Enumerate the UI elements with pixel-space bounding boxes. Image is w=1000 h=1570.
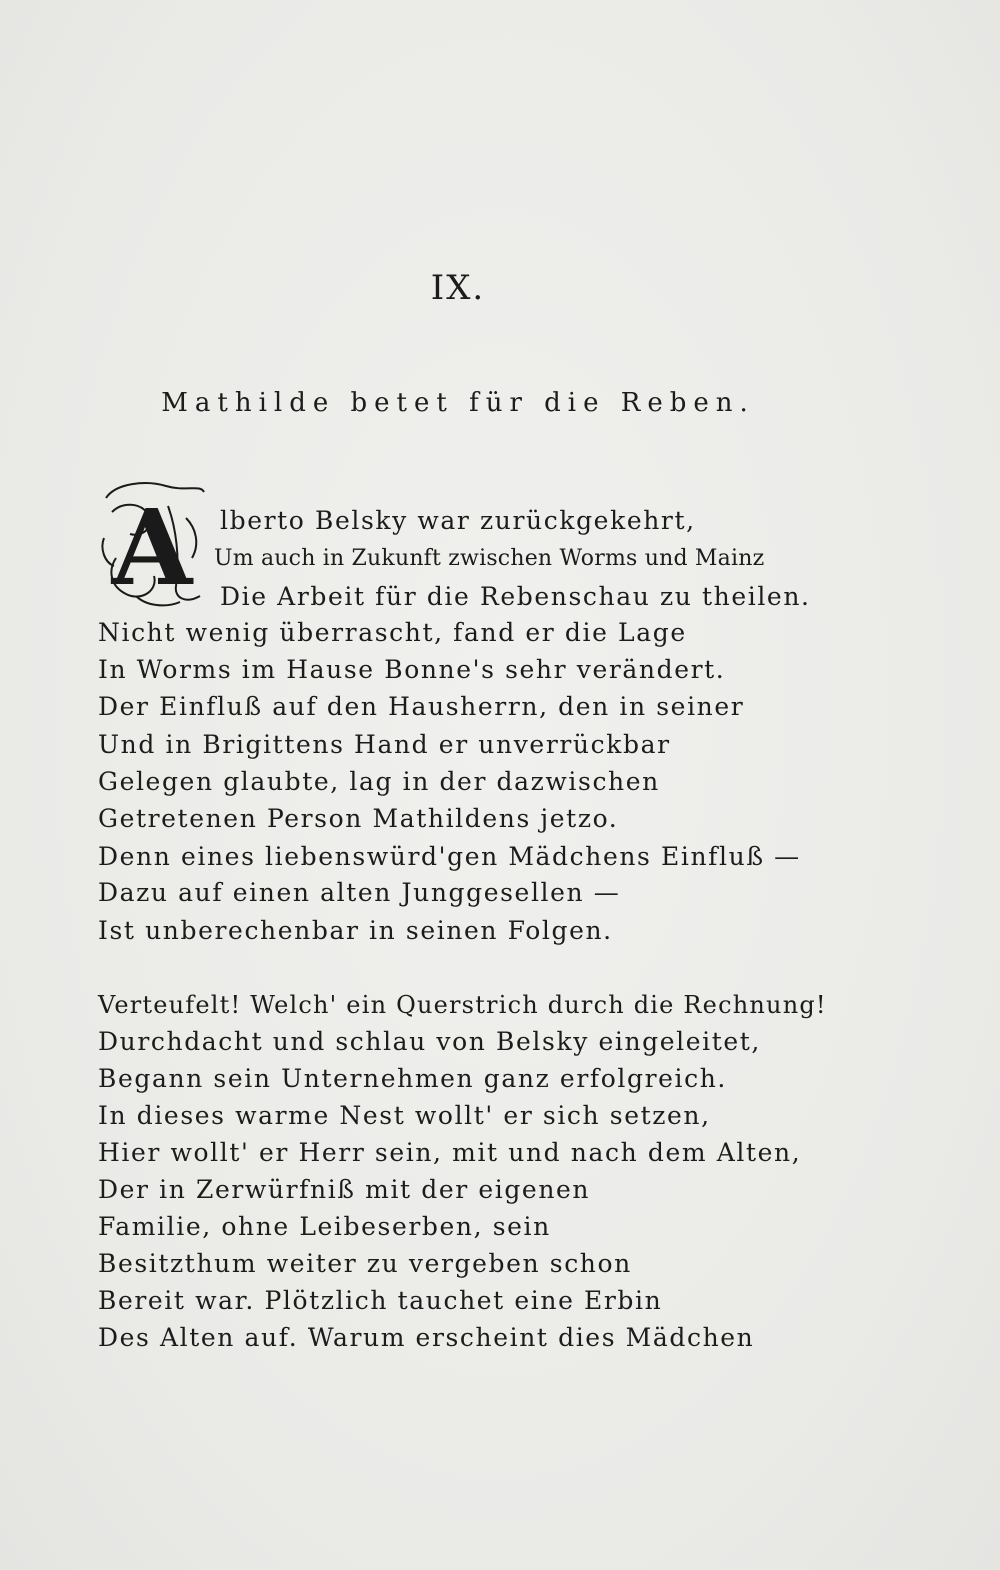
poem-line: Familie, ohne Leibeserben, sein — [98, 1212, 551, 1241]
poem-line: In dieses warme Nest wollt' er sich setzen, — [98, 1101, 711, 1130]
decorative-initial — [96, 478, 208, 610]
poem-line: Des Alten auf. Warum erscheint dies Mädchen — [98, 1323, 755, 1352]
poem-line: Begann sein Unternehmen ganz erfolgreich. — [98, 1064, 727, 1093]
poem-line: Und in Brigittens Hand er unverrückbar — [98, 730, 671, 759]
poem-line: Hier wollt' er Herr sein, mit und nach dem Alten, — [98, 1138, 802, 1167]
poem-line: Denn eines liebenswürd'gen Mädchens Einfluß — — [98, 842, 801, 871]
chapter-number: IX. — [430, 268, 486, 308]
poem-line: Die Arbeit für die Rebenschau zu theilen. — [220, 582, 811, 611]
poem-line: Bereit war. Plötzlich tauchet eine Erbin — [98, 1286, 663, 1315]
poem-line: Besitzthum weiter zu vergeben schon — [98, 1249, 632, 1278]
poem-line: In Worms im Hause Bonne's sehr verändert. — [98, 655, 726, 684]
poem-line: Gelegen glaubte, lag in der dazwischen — [98, 767, 660, 796]
chapter-title: Mathilde betet für die Reben. — [161, 388, 755, 418]
poem-line: lberto Belsky war zurückgekehrt, — [220, 506, 696, 535]
dropcap-letter: A — [111, 486, 193, 609]
poem-line: Getretenen Person Mathildens jetzo. — [98, 804, 619, 833]
poem-line: Durchdacht und schlau von Belsky eingeleitet, — [98, 1027, 761, 1056]
poem-line: Verteufelt! Welch' ein Querstrich durch die Rechnung! — [98, 991, 827, 1019]
poem-line: Der in Zerwürfniß mit der eigenen — [98, 1175, 591, 1204]
poem-line: Ist unberechenbar in seinen Folgen. — [98, 916, 613, 945]
poem-line: Der Einfluß auf den Hausherrn, den in seiner — [98, 692, 745, 721]
poem-line: Nicht wenig überrascht, fand er die Lage — [98, 618, 687, 647]
poem-line: Dazu auf einen alten Junggesellen — — [98, 878, 621, 907]
poem-line: Um auch in Zukunft zwischen Worms und Mainz — [214, 546, 765, 571]
